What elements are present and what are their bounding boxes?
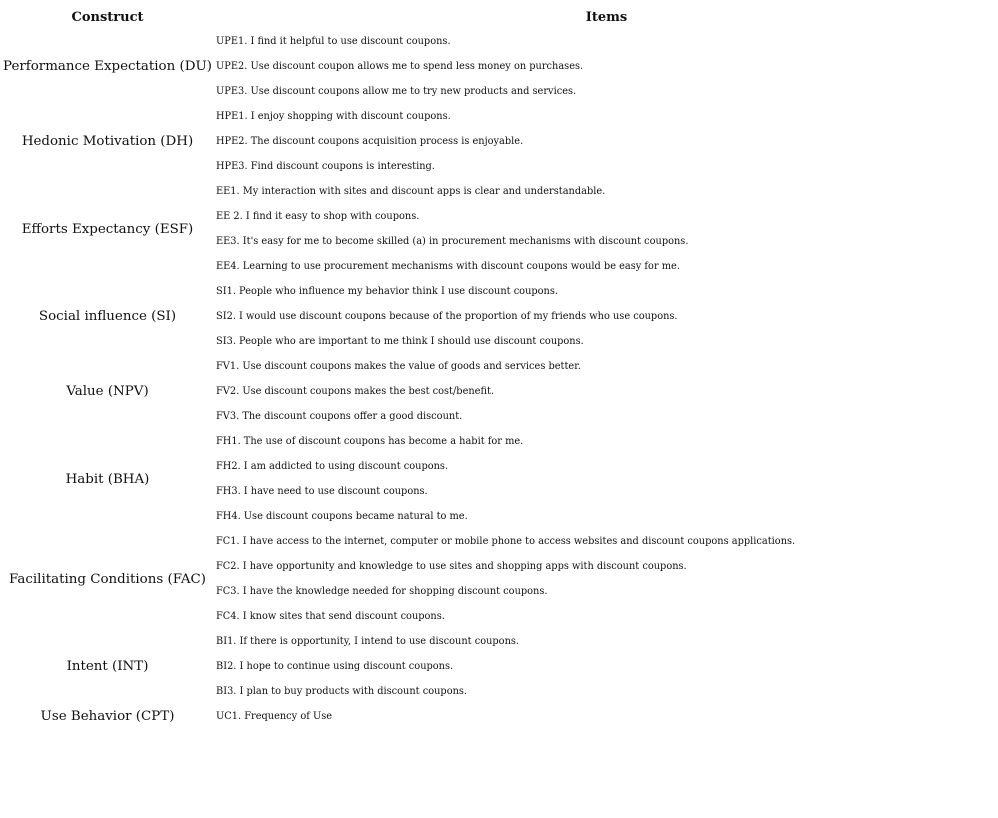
item-cell: FC4. I know sites that send discount coupons. [216,611,445,622]
table-row [0,354,998,379]
construct-cell: Performance Expectation (DU) [3,59,212,74]
item-cell: FH2. I am addicted to using discount coupons. [216,461,449,472]
construct-cell: Use Behavior (CPT) [40,709,175,724]
item-cell: BI2. I hope to continue using discount coupons. [216,661,454,672]
constructs-items-table [0,5,998,729]
table-row [0,629,998,654]
table-body [0,29,998,729]
item-cell: FH1. The use of discount coupons has become a habit for me. [216,436,524,447]
item-cell: FV2. Use discount coupons makes the best cost/benefit. [216,386,495,397]
table-row [0,279,998,304]
table-row [0,704,998,729]
item-cell: UPE3. Use discount coupons allow me to try new products and services. [216,86,577,97]
item-cell: UPE1. I find it helpful to use discount coupons. [216,36,451,47]
table-header-row [0,5,998,29]
construct-cell: Hedonic Motivation (DH) [21,134,194,149]
item-cell: EE4. Learning to use procurement mechanisms with discount coupons would be easy for me. [216,261,680,272]
construct-cell: Facilitating Conditions (FAC) [9,571,206,587]
item-cell: SI3. People who are important to me think I should use discount coupons. [216,336,584,347]
item-cell: UPE2. Use discount coupon allows me to spend less money on purchases. [216,61,584,72]
item-cell: FH4. Use discount coupons became natural to me. [216,511,468,522]
item-cell: HPE2. The discount coupons acquisition process is enjoyable. [216,136,524,147]
table-row [0,104,998,129]
construct-cell: Intent (INT) [66,659,149,674]
item-cell: BI1. If there is opportunity, I intend to use discount coupons. [216,636,520,647]
item-cell: FH3. I have need to use discount coupons. [216,486,428,497]
table-row [0,29,998,54]
item-cell: HPE3. Find discount coupons is interesting. [216,161,435,172]
item-cell: EE3. It's easy for me to become skilled (a) in procurement mechanisms with discount coupons. [216,236,689,247]
item-cell: BI3. I plan to buy products with discount coupons. [216,686,468,697]
item-cell: FV1. Use discount coupons makes the value of goods and services better. [216,361,581,372]
construct-cell: Social influence (SI) [38,309,177,324]
table-row [0,529,998,554]
item-cell: FC1. I have access to the internet, computer or mobile phone to access websites and discount coupons applications. [216,536,796,547]
construct-cell: Habit (BHA) [65,471,150,487]
item-cell: SI2. I would use discount coupons because of the proportion of my friends who use coupons. [216,311,678,322]
construct-cell: Efforts Expectancy (ESF) [21,221,194,237]
table-row [0,429,998,454]
table-row [0,179,998,204]
item-cell: SI1. People who influence my behavior think I use discount coupons. [216,286,559,297]
item-cell: UC1. Frequency of Use [216,711,333,722]
item-cell: FV3. The discount coupons offer a good discount. [216,411,463,422]
item-cell: FC3. I have the knowledge needed for shopping discount coupons. [216,586,548,597]
item-cell: EE 2. I find it easy to shop with coupons. [216,211,420,222]
header-construct: Construct [71,9,144,25]
item-cell: FC2. I have opportunity and knowledge to use sites and shopping apps with discount coupons. [216,561,687,572]
header-items: Items [585,9,628,25]
item-cell: HPE1. I enjoy shopping with discount coupons. [216,111,451,122]
item-cell: EE1. My interaction with sites and discount apps is clear and understandable. [216,186,606,197]
construct-cell: Value (NPV) [66,384,149,399]
